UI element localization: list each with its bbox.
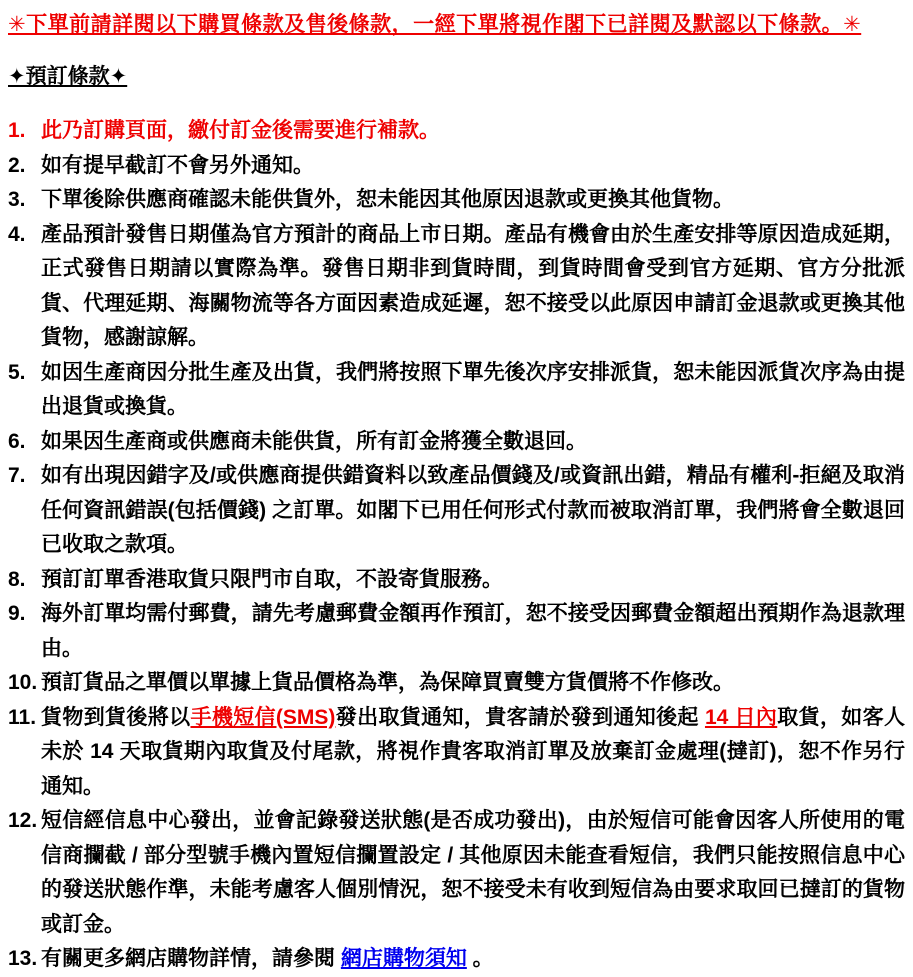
term-text-segment: 海外訂單均需付郵費，請先考慮郵費金額再作預訂，恕不接受因郵費金額超出預期作為退款理由。: [41, 602, 905, 660]
term-text-segment: 短信經信息中心發出，並會記錄發送狀態(是否成功發出)，由於短信可能會因客人所使用的電信商攔截 / 部分型號手機內置短信攔置設定 / 其他原因未能查看短信，我們只能按照信息中心的發送狀態作準，未能考慮客人個別情況，恕不接受未有收到短信為由要求取回已撻訂的貨物或訂金。: [41, 809, 905, 936]
term-number: 7.: [8, 464, 26, 487]
term-number: 9.: [8, 602, 26, 625]
term-number: 3.: [8, 188, 26, 211]
term-text: [41, 119, 440, 142]
term-text-segment: 預訂貨品之單價以單據上貨品價格為準，為保障買賣雙方貨價將不作修改。: [41, 671, 734, 694]
term-text-segment: 如果因生產商或供應商未能供貨，所有訂金將獲全數退回。: [41, 429, 587, 453]
term-number: 11.: [8, 705, 37, 729]
term-text-segment: 發出取貨通知，貴客請於發到通知後起: [335, 705, 705, 729]
term-text-segment: 產品預計發售日期僅為官方預計的商品上市日期。產品有機會由於生產安排等原因造成延期，正式發售日期請以實際為準。發售日期非到貨時間，到貨時間會受到官方延期、官方分批派貨、代理延期、海關物流等各方面因素造成延遲，恕不接受以此原因申請訂金退款或更換其他貨物，感謝諒解。: [41, 222, 905, 349]
term-item-7: [8, 459, 905, 563]
term-number: 10.: [8, 671, 38, 694]
emphasis-text: 手機短信(SMS): [190, 705, 336, 729]
term-text: [41, 188, 734, 211]
term-item-10: [8, 666, 905, 701]
term-text-segment: 。: [466, 947, 494, 970]
term-item-1: [8, 114, 905, 149]
term-text-segment: 貨物到貨後將以: [41, 705, 191, 729]
purchase-notice-header: ✳下單前請詳閱以下購買條款及售後條款，一經下單將視作閣下已詳閱及默認以下條款。✳: [8, 13, 862, 36]
store-shopping-guide-link[interactable]: 網店購物須知: [340, 947, 467, 970]
term-item-3: [8, 183, 905, 218]
term-number: 6.: [8, 429, 26, 453]
term-text-segment: 有關更多網店購物詳情，請參閱: [41, 947, 341, 970]
term-item-13: [8, 942, 905, 977]
term-text: [41, 223, 905, 350]
term-text: [41, 430, 587, 453]
term-number: 13.: [8, 947, 38, 970]
term-number: 1.: [8, 119, 26, 142]
term-text-segment: 取貨，如客人未於 14 天取貨期內取貨及付尾款，將視作貴客取消訂單及放棄訂金處理(撻訂)，恕不作另行通知。: [41, 705, 906, 798]
term-item-12: [8, 804, 905, 942]
term-number: 12.: [8, 809, 38, 832]
term-number: 8.: [8, 567, 26, 591]
term-item-5: [8, 356, 905, 425]
terms-list: [8, 114, 905, 977]
term-text-segment: 如有提早截訂不會另外通知。: [41, 153, 314, 177]
term-text: [41, 671, 734, 694]
term-text: [41, 947, 494, 970]
term-number: 2.: [8, 153, 26, 177]
term-item-9: [8, 597, 905, 666]
term-text: [41, 361, 905, 419]
term-item-8: [8, 563, 905, 598]
term-text: [41, 464, 905, 556]
term-number: 5.: [8, 360, 26, 384]
term-text: [41, 154, 314, 177]
term-text-segment: 如有出現因錯字及/或供應商提供錯資料以致產品價錢及/或資訊出錯，精品有權利-拒絕及取消任何資訊錯誤(包括價錢) 之訂單。如閣下已用任何形式付款而被取消訂單，我們將會全數退回已收取之款項。: [41, 464, 905, 556]
term-number: 4.: [8, 222, 26, 246]
term-text-segment: 預訂訂單香港取貨只限門市自取，不設寄貨服務。: [41, 567, 503, 591]
term-item-6: [8, 425, 905, 460]
term-text: [41, 706, 905, 798]
preorder-terms-title: ✦預訂條款✦: [8, 65, 128, 88]
term-text: [41, 809, 905, 936]
term-text-segment: 此乃訂購頁面，繳付訂金後需要進行補款。: [41, 119, 440, 142]
emphasis-text: 14 日內: [704, 705, 778, 729]
term-item-4: [8, 218, 905, 356]
term-item-11: [8, 701, 905, 805]
section-title-row: [8, 62, 905, 94]
term-text-segment: 如因生產商因分批生產及出貨，我們將按照下單先後次序安排派貨，恕未能因派貨次序為由提出退貨或換貨。: [41, 360, 905, 418]
term-text-segment: 下單後除供應商確認未能供貨外，恕未能因其他原因退款或更換其他貨物。: [41, 188, 734, 211]
term-item-2: [8, 149, 905, 184]
term-text: [41, 568, 503, 591]
term-text: [41, 602, 905, 660]
